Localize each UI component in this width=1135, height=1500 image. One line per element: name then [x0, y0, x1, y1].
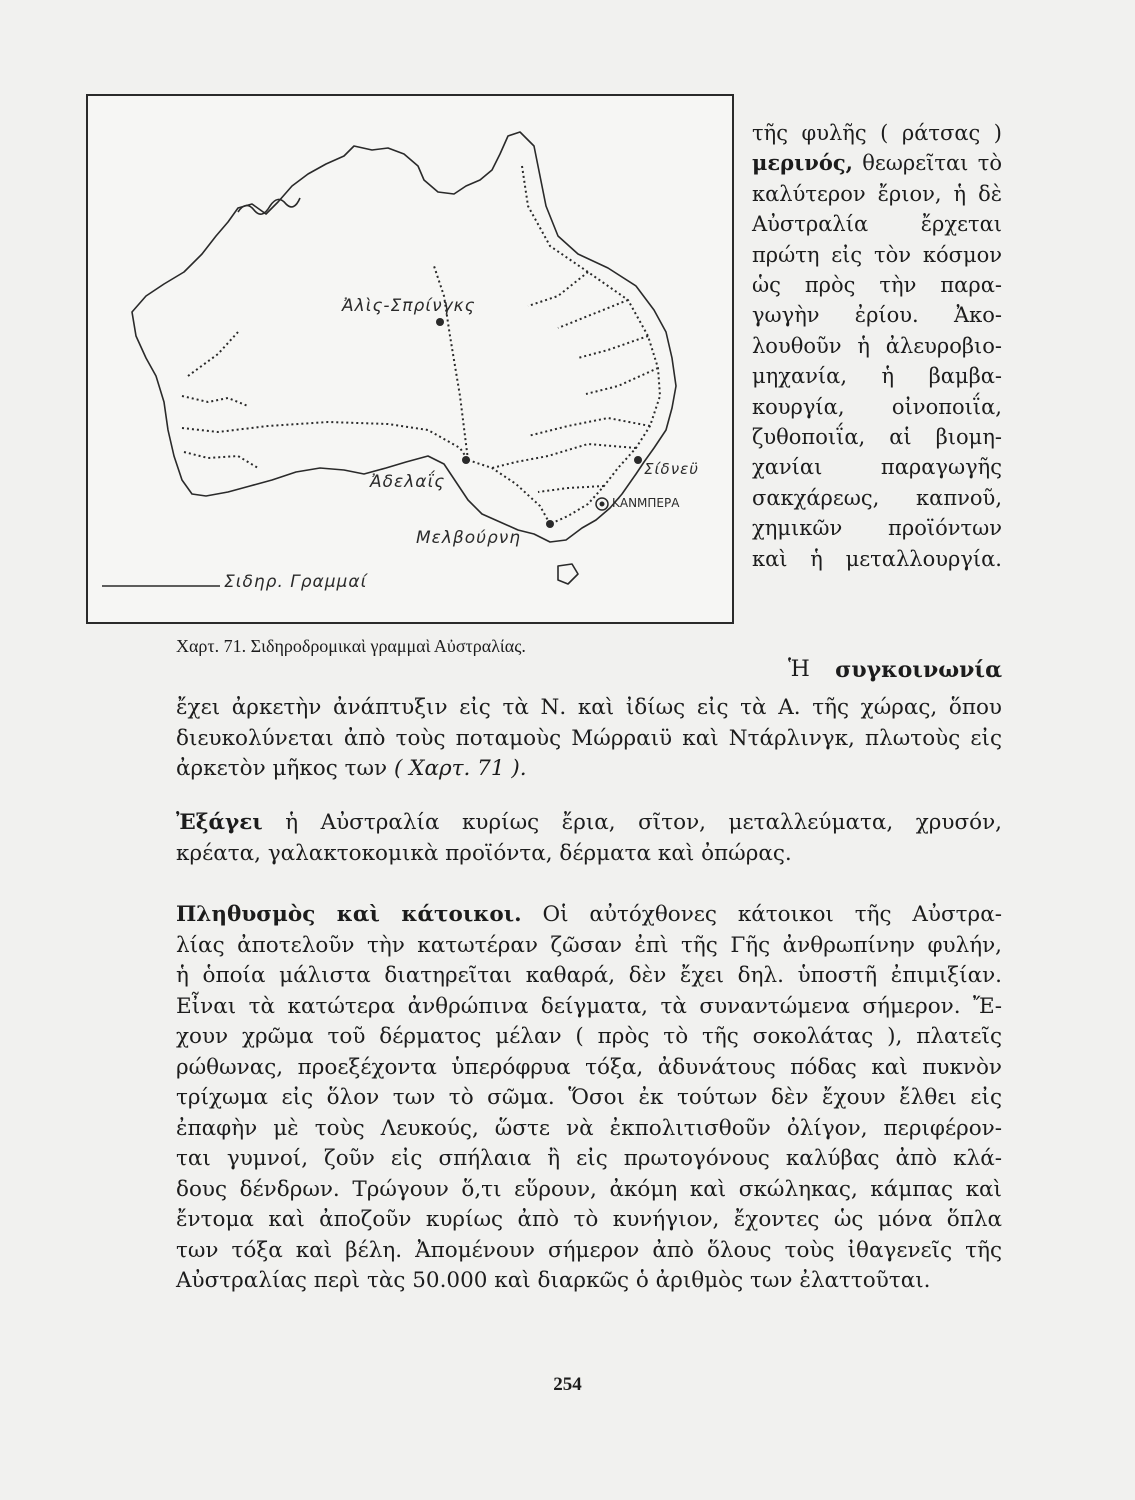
heading-article: Ἡ	[788, 657, 810, 682]
railway-west-2	[184, 452, 258, 468]
line-text: Οἱ αὐτόχθονες κάτοικοι τῆς Αὐστρα-	[542, 902, 1002, 927]
map-drawing	[88, 96, 732, 622]
melbourne-dot	[546, 520, 554, 528]
paragraph-line: Αὐστραλίας περὶ τὰς 50.000 καὶ διαρκῶς ὁ ἀριθμὸς των ἐλαττοῦται.	[176, 1268, 931, 1293]
railway-sydney-inland	[492, 444, 636, 468]
sydney-dot	[634, 456, 642, 464]
paragraph-line: ἔχει ἀρκετὴν ἀνάπτυξιν εἰς τὰ Ν. καὶ ἰδίως εἰς τὰ Α. τῆς χώρας, ὅπου	[176, 695, 1002, 720]
tasmania-outline	[558, 564, 578, 584]
label-melbourne: Μελβούρνη	[416, 528, 522, 548]
paragraph-line: διευκολύνεται ἀπὸ τοὺς ποταμοὺς Μώρραιϋ καὶ Ντάρλινγκ, πλωτοὺς εἰς	[176, 725, 1002, 751]
communication-paragraph	[176, 693, 1002, 785]
paragraph-line	[176, 900, 1002, 931]
label-adelaide: Ἀδελαΐς	[370, 472, 446, 492]
label-sydney: Σίδνεϋ	[644, 460, 699, 478]
paragraph-line: κρέατα, γαλακτοκομικὰ προϊόντα, δέρματα καὶ ὀπώρας.	[176, 840, 792, 866]
paragraph-line: ται γυμνοί, ζοῦν εἰς σπήλαια ἢ εἰς πρωτογόνους καλύβας ἀπὸ κλά-	[176, 1146, 1002, 1171]
map-legend: Σιδηρ. Γραμμαί	[224, 572, 368, 592]
railway-branch-2	[558, 300, 628, 328]
rcol-line: μερινός, θεωρεῖται τὸ	[752, 150, 1002, 176]
rcol-line: χημικῶν προϊόντων	[752, 516, 1002, 541]
alice-springs-dot	[436, 318, 444, 326]
paragraph-line: ἔντομα καὶ ἀποζοῦν κυρίως ἀπὸ τὸ κυνήγιον, ἔχοντες ὡς μόνα ὅπλα	[176, 1207, 1002, 1232]
rcol-line: τῆς φυλῆς ( ράτσας )	[752, 121, 1002, 145]
rcol-line: μηχανία, ἡ βαμβα-	[752, 364, 1002, 389]
line-text: ἀρκετὸν μῆκος των	[176, 756, 388, 781]
rcol-line: λουθοῦν ἡ ἀλευροβιο-	[752, 333, 1002, 358]
railway-branch-3	[578, 336, 648, 358]
railway-branch-6	[538, 486, 604, 492]
railway-adelaide-melbourne	[468, 460, 550, 524]
line-text: ἡ Αὐστραλία κυρίως ἔρια, σῖτον, μεταλλεύματα, χρυσόν,	[285, 810, 1002, 835]
railway-transcontinental	[182, 422, 468, 460]
communication-heading	[788, 657, 1002, 683]
railway-branch-1	[528, 272, 588, 306]
rcol-line: κουργία, οἰνοποιΐα,	[752, 394, 1002, 419]
rcol-line: ζυθοποιΐα, αἱ βιομη-	[752, 425, 1002, 450]
right-column-text	[752, 118, 1002, 574]
paragraph-line	[176, 754, 1002, 785]
map-caption: Χαρτ. 71. Σιδηροδρομικαὶ γραμμαὶ Αὐστραλίας.	[176, 636, 526, 656]
railway-branch-5	[528, 418, 650, 436]
map-reference: ( Χαρτ. 71 ).	[393, 756, 527, 781]
heading-communication: συγκοινωνία	[835, 657, 1002, 683]
label-canberra: ΚΑΝΜΠΕΡΑ	[612, 496, 680, 510]
paragraph-line: Εἶναι τὰ κατώτερα ἀνθρώπινα δείγματα, τὰ συναντώμενα σήμερον. Ἔ-	[176, 993, 1002, 1019]
rcol-line: σακχάρεως, καπνοῦ,	[752, 485, 1002, 510]
paragraph-line: χουν χρῶμα τοῦ δέρματος μέλαν ( πρὸς τὸ τῆς σοκολάτας ), πλατεῖς	[176, 1024, 1002, 1049]
paragraph-line: δους δένδρων. Τρώγουν ὅ,τι εὕρουν, ἀκόμη καὶ σκώληκας, κάμπας καὶ	[176, 1176, 1002, 1202]
paragraph-line: ἐπαφὴν μὲ τοὺς Λευκούς, ὥστε νὰ ἐκπολιτισθοῦν ὀλίγον, περιφέρον-	[176, 1115, 1002, 1141]
population-paragraph	[176, 900, 1002, 1297]
rcol-line: γωγὴν ἐρίου. Ἀκο-	[752, 303, 1002, 328]
rcol-line: πρώτη εἰς τὸν κόσμον	[752, 242, 1002, 267]
exports-lead: Ἐξάγει	[176, 810, 263, 835]
paragraph-line: τρίχωμα εἰς ὅλον των τὸ σῶμα. Ὅσοι ἐκ τούτων δὲν ἔχουν ἔλθει εἰς	[176, 1085, 1002, 1110]
rcol-line: καλύτερον ἔριον, ἡ δὲ	[752, 181, 1002, 206]
paragraph-line: των τόξα καὶ βέλη. Ἀπομένουν σήμερον ἀπὸ ὅλους τοὺς ἰθαγενεῖς τῆς	[176, 1237, 1002, 1263]
exports-paragraph	[176, 808, 1002, 869]
rcol-line: χανίαι παραγωγῆς	[752, 455, 1002, 480]
paragraph-line: ρώθωνας, προεξέχοντα ὑπερόφρυα τόξα, ἀδυνάτους πόδας καὶ πυκνὸν	[176, 1054, 1002, 1080]
rcol-line: ὡς πρὸς τὴν παρα-	[752, 273, 1002, 298]
railway-west-3	[188, 332, 238, 376]
label-alice-springs: Ἀλὶς-Σπρίνγκς	[342, 296, 476, 316]
rcol-line: καὶ ἡ μεταλλουργία.	[752, 546, 1002, 571]
australia-railway-map	[86, 94, 734, 624]
adelaide-dot	[462, 456, 470, 464]
railway-branch-4	[586, 368, 658, 394]
paragraph-line: ἡ ὁποία μάλιστα διατηρεῖται καθαρά, δὲν ἔχει δηλ. ὑποστῆ ἐπιμιξίαν.	[176, 963, 1002, 988]
population-heading: Πληθυσμὸς καὶ κάτοικοι.	[176, 902, 522, 927]
paragraph-line: λίας ἀποτελοῦν τὴν κατωτέραν ζῶσαν ἐπὶ τῆς Γῆς ἀνθρωπίνην φυλήν,	[176, 932, 1002, 958]
canberra-dot	[600, 502, 605, 507]
paragraph-line	[176, 808, 1002, 839]
merino-term: μερινός,	[752, 150, 853, 176]
railway-west-1	[182, 396, 248, 406]
page-number: 254	[553, 1374, 582, 1395]
rcol-line: Αὐστραλία ἔρχεται	[752, 212, 1002, 237]
